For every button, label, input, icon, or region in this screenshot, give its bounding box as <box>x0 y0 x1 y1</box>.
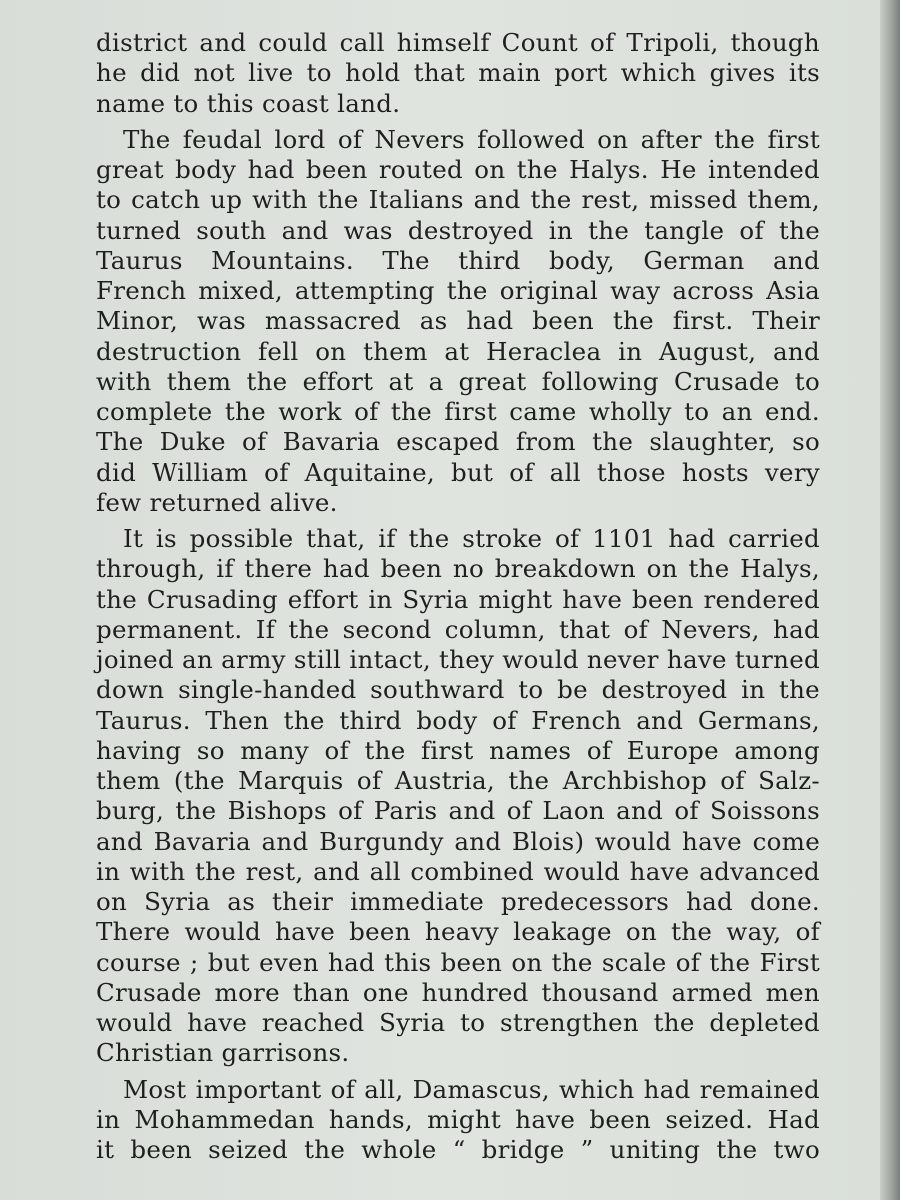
text-line: would have reached Syria to strengthen the depleted <box>96 1008 820 1037</box>
text-line: joined an army still intact, they would never have turned <box>96 645 820 674</box>
paragraph-2 <box>96 125 820 518</box>
paragraph-1 <box>96 28 820 119</box>
text-line: destruction fell on them at Heraclea in August, and <box>96 336 820 366</box>
text-line: it been seized the whole “ bridge ” uniting the two <box>96 1135 820 1164</box>
text-line: having so many of the first names of Europe among <box>96 735 820 765</box>
text-line: Most important of all, Damascus, which had remained <box>123 1074 820 1104</box>
text-line: few returned alive. <box>96 487 338 517</box>
text-line: Christian garrisons. <box>96 1038 350 1068</box>
text-line: through, if there had been no breakdown on the Halys, <box>96 554 820 584</box>
text-line: The feudal lord of Nevers followed on after the first <box>123 124 820 154</box>
text-line: down single-handed southward to be destroyed in the <box>96 675 820 705</box>
text-line: permanent. If the second column, that of Nevers, had <box>96 614 820 644</box>
text-line: Minor, was massacred as had been the first. Their <box>96 306 820 336</box>
text-line: did William of Aquitaine, but of all those hosts very <box>96 457 820 487</box>
text-line: them (the Marquis of Austria, the Archbishop of Salz- <box>96 766 820 795</box>
text-line: turned south and was destroyed in the tangle of the <box>96 215 820 245</box>
text-line: complete the work of the first came wholly to an end. <box>96 397 820 426</box>
text-line: burg, the Bishops of Paris and of Laon and of Soissons <box>96 796 820 826</box>
text-line: course ; but even had this been on the scale of the First <box>96 947 820 977</box>
text-line: with them the effort at a great following Crusade to <box>96 366 820 396</box>
text-line: district and could call himself Count of Tripoli, though <box>96 28 820 57</box>
text-line: name to this coast land. <box>96 88 401 118</box>
text-line: The Duke of Bavaria escaped from the slaughter, so <box>96 427 820 457</box>
text-line: Taurus Mountains. The third body, German and <box>96 245 820 275</box>
text-line: Crusade more than one hundred thousand armed men <box>96 977 820 1007</box>
text-line: the Crusading effort in Syria might have been rendered <box>96 584 820 614</box>
text-line: Taurus. Then the third body of French and Germans, <box>96 705 820 735</box>
text-line: There would have been heavy leakage on the way, of <box>96 917 820 947</box>
text-line: and Bavaria and Burgundy and Blois) would have come <box>96 826 820 856</box>
text-line: on Syria as their immediate predecessors had done. <box>96 887 820 916</box>
text-line: French mixed, attempting the original way across Asia <box>96 276 820 305</box>
page-text <box>96 28 820 1171</box>
page-edge-shadow <box>880 0 900 1200</box>
text-line: in with the rest, and all combined would have advanced <box>96 856 820 886</box>
text-line: in Mohammedan hands, might have been seized. Had <box>96 1104 820 1134</box>
paragraph-4 <box>96 1075 820 1166</box>
text-line: he did not live to hold that main port which gives its <box>96 58 820 88</box>
text-line: It is possible that, if the stroke of 1101 had carried <box>123 524 820 553</box>
text-line: great body had been routed on the Halys. He intended <box>96 155 820 184</box>
text-line: to catch up with the Italians and the rest, missed them, <box>96 185 820 215</box>
paragraph-3 <box>96 524 820 1069</box>
